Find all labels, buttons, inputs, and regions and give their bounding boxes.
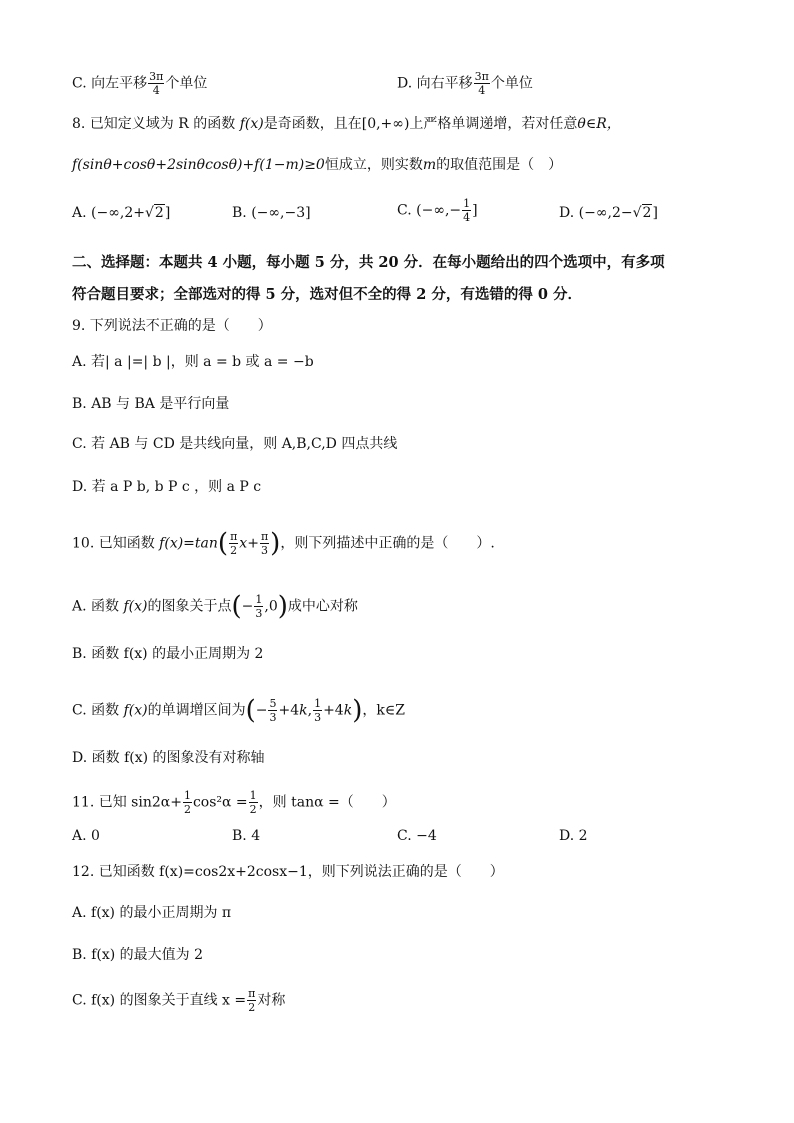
q12-option-c: C. f(x) 的图象关于直线 x = $\frac{\pi}{2}$ 对称 [72,987,286,1014]
q10-option-c: C. 函数 f(x)的单调增区间为(− $\frac{5}{3}$ +4k, $\frac{1}{3}$ +4k)，k∈Z [72,695,405,726]
q8-option-d: D. (−∞,2−√2] [559,205,658,221]
q11-option-b: B. 4 [232,828,261,844]
q12-option-a: A. f(x) 的最小正周期为 π [72,905,232,921]
q11-option-d: D. 2 [559,828,588,844]
option-text: 向右平移 [416,75,473,92]
q9-option-a: A. 若| a |=| b |，则 a = b 或 a = −b [72,354,314,370]
fraction: $\frac{3\pi}{4}$ [149,70,164,97]
q11-options [72,826,632,846]
q10-option-a: A. 函数 f(x)的图象关于点(− $\frac{1}{3}$ ,0)成中心对称 [72,591,358,622]
q7-option-c [72,70,207,97]
q8-option-b: B. (−∞,−3] [232,205,311,221]
option-text: 向左平移 [91,75,148,92]
q10-option-b: B. 函数 f(x) 的最小正周期为 2 [72,646,264,662]
q9-stem: 9. 下列说法不正确的是（ ） [72,318,272,334]
q10-option-d: D. 函数 f(x) 的图象没有对称轴 [72,750,265,766]
q8-expression: f(sinθ+cosθ+2sinθcosθ)+f(1−m)≥0 [72,157,325,173]
q9-option-d: D. 若 a P b, b P c ，则 a P c [72,479,262,495]
q8-option-c: C. (−∞,− $\frac{1}{4}$ ] [397,197,478,224]
section2-header-line2: 符合题目要求；全部选对的得 5 分，选对但不全的得 2 分，有选错的得 0 分． [72,286,583,303]
q7-option-d [397,70,533,97]
section2-header-line1: 二、选择题：本题共 4 小题，每小题 5 分，共 20 分．在每小题给出的四个选项中，有多项 [72,254,665,271]
q9-option-b: B. AB 与 BA 是平行向量 [72,396,230,412]
q12-option-b: B. f(x) 的最大值为 2 [72,947,203,963]
q11-option-c: C. −4 [397,828,437,844]
q12-stem: 12. 已知函数 f(x)=cos2x+2cosx−1，则下列说法正确的是（ ） [72,864,504,880]
option-tail: 个单位 [165,75,208,92]
option-tail: 个单位 [490,75,533,92]
q8-stem-line2: f(sinθ+cosθ+2sinθcosθ)+f(1−m)≥0恒成立，则实数m的取值范围是（ ） [72,157,563,173]
q11-option-a: A. 0 [72,828,100,844]
q11-stem: 11. 已知 sin2α+ $\frac{1}{2}$ cos²α = $\frac{1}{2}$ ，则 tanα =（ ） [72,789,396,816]
fraction: $\frac{3\pi}{4}$ [474,70,489,97]
option-label: D. [397,75,413,92]
q8-option-a: A. (−∞,2+√2] [72,205,171,221]
option-label: C. [72,75,87,92]
q10-stem: 10. 已知函数 f(x)=tan( $\frac{\pi}{2}$ x+ $\frac{\pi}{3}$ )，则下列描述中正确的是（ ）. [72,528,495,559]
q9-option-c: C. 若 AB 与 CD 是共线向量，则 A,B,C,D 四点共线 [72,436,398,452]
q8-stem-line1: 8. 已知定义域为 R 的函数 f(x)是奇函数，且在[0,+∞)上严格单调递增，若对任意θ∈R， [72,116,621,132]
